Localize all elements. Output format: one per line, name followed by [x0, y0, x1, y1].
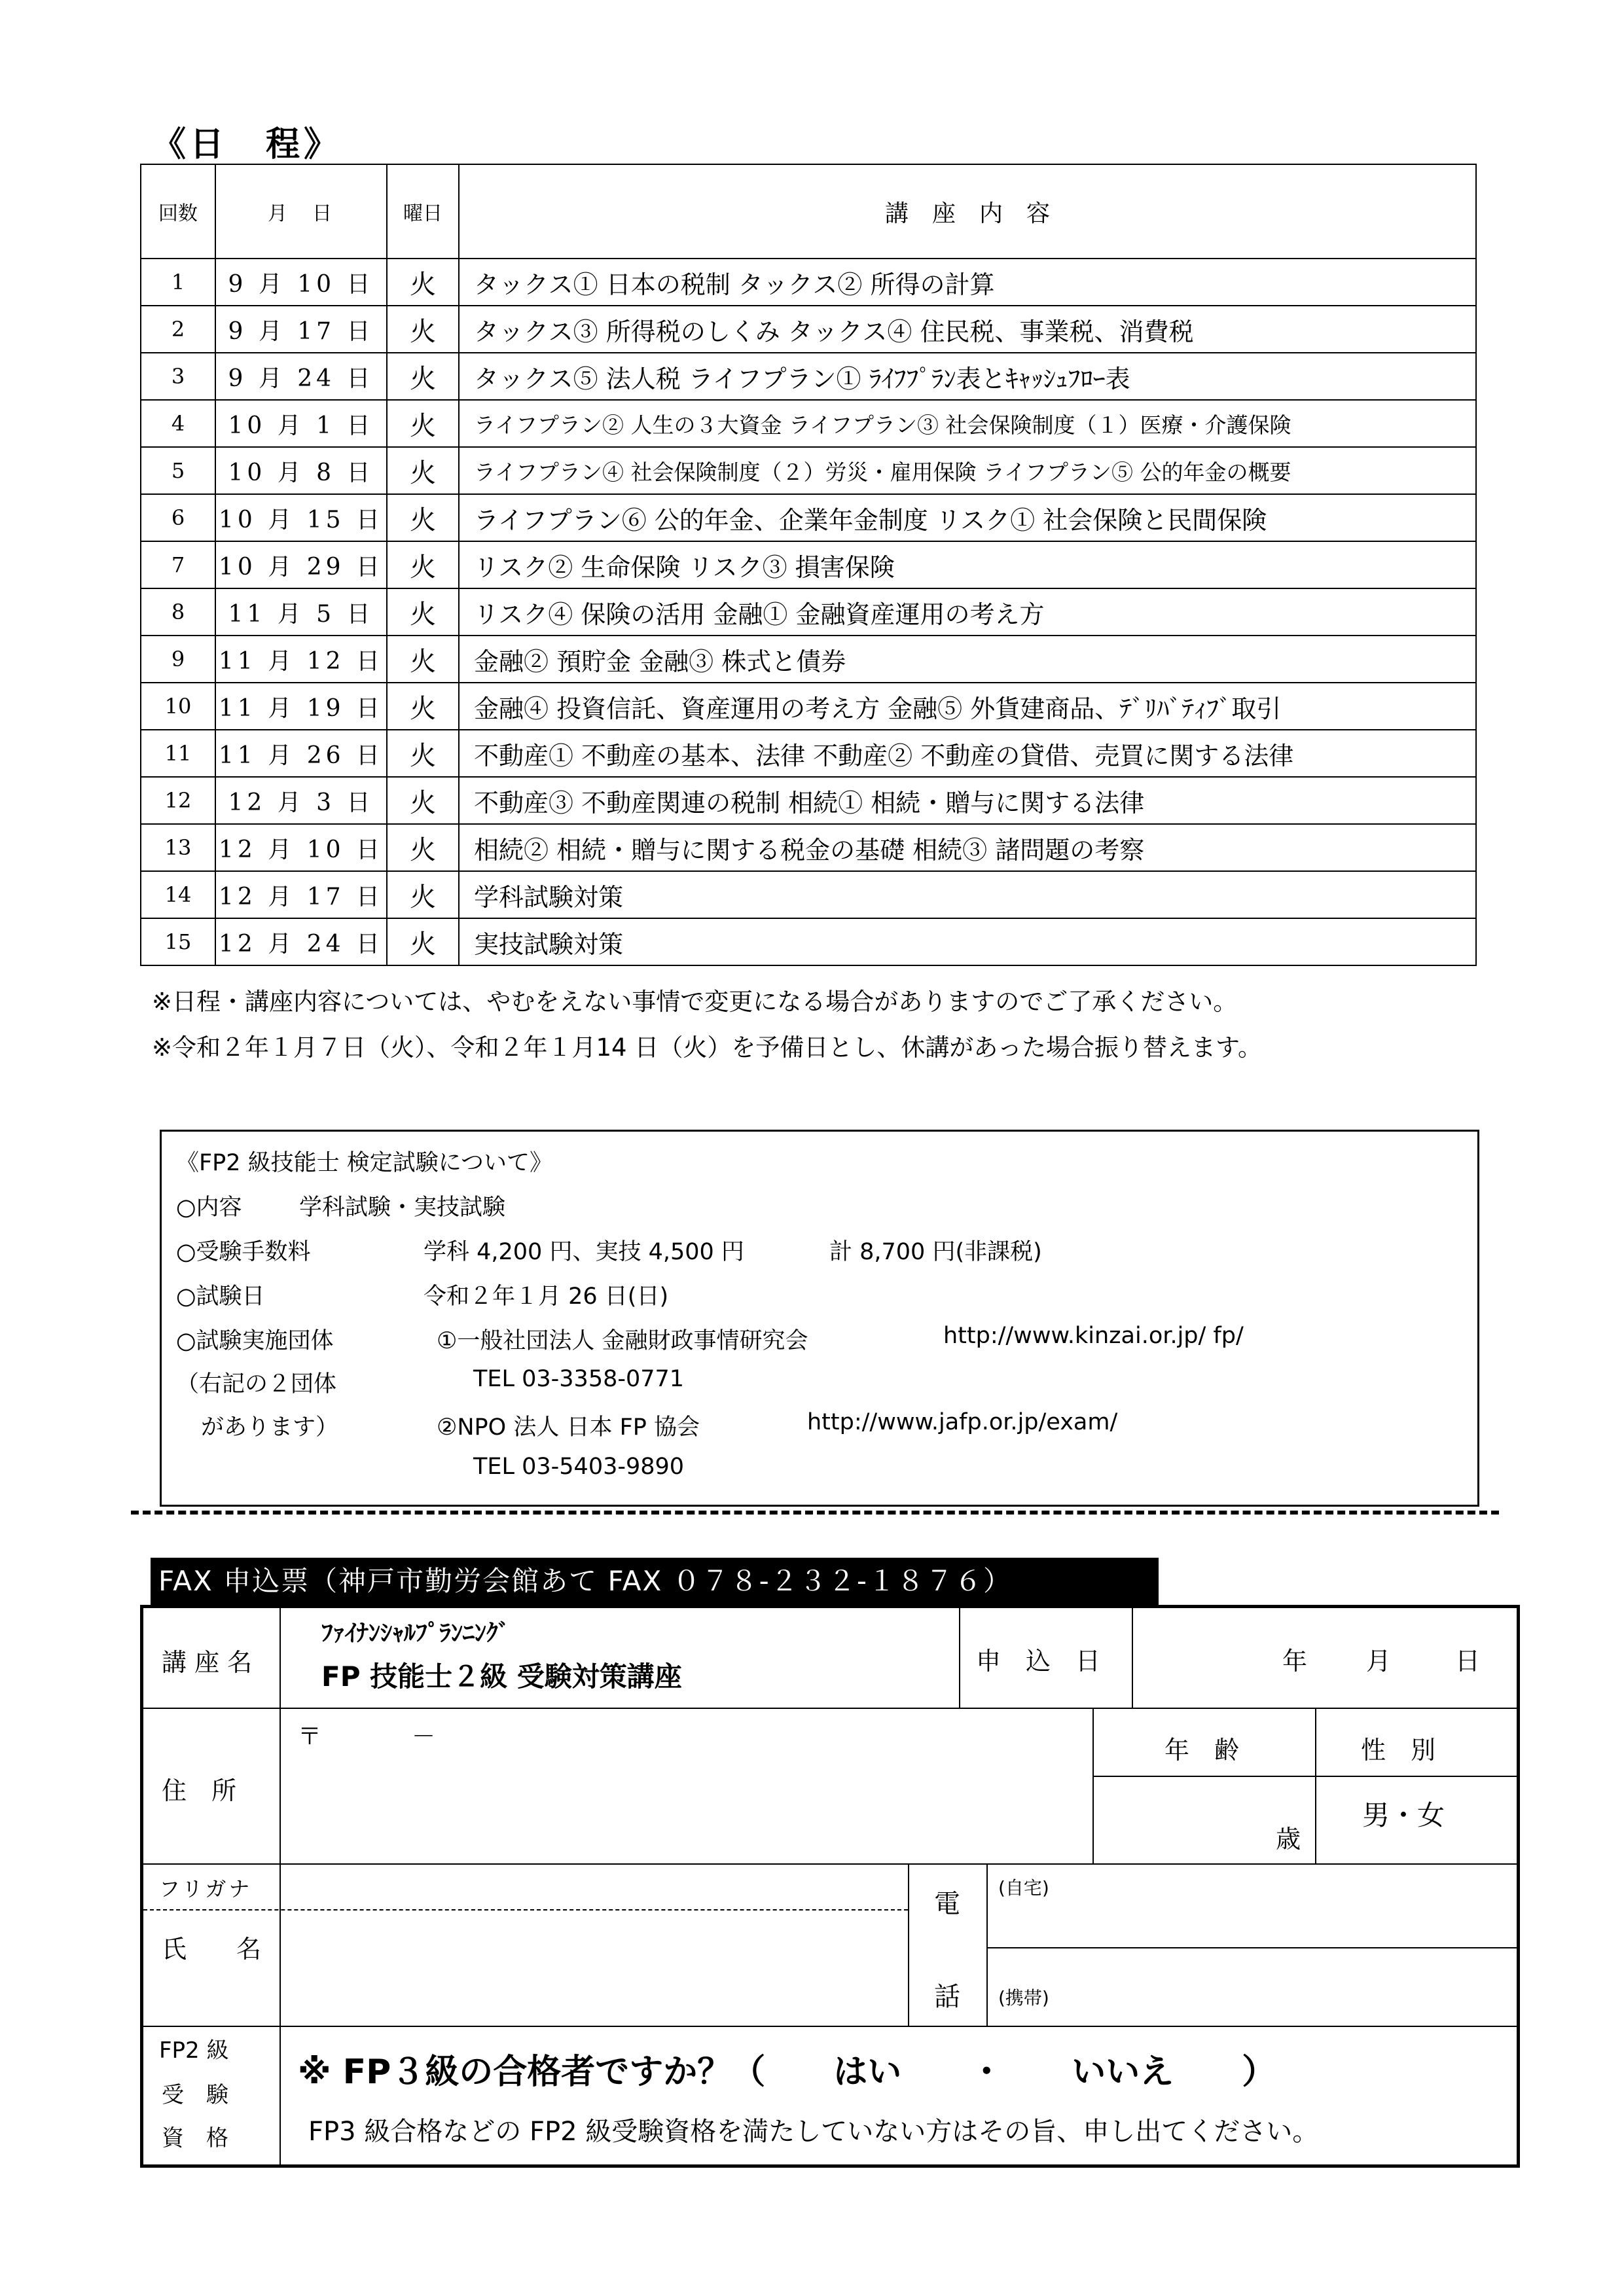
session-number: 6 [141, 494, 215, 541]
session-date: 9 月 17 日 [215, 306, 387, 353]
phone-mobile-label: (携帯) [998, 1987, 1049, 2009]
header-weekday: 曜日 [387, 164, 459, 259]
org1-tel: TEL 03-3358-0771 [473, 1366, 685, 1392]
session-weekday: 火 [387, 494, 459, 541]
schedule-title: 《日 程》 [152, 124, 342, 164]
session-number: 9 [141, 636, 215, 683]
qualification-label-line3: 資 格 [162, 2125, 228, 2151]
session-number: 12 [141, 777, 215, 824]
session-weekday: 火 [387, 541, 459, 588]
exam-info-title: 《FP2 級技能士 検定試験について》 [176, 1150, 553, 1176]
session-weekday: 火 [387, 259, 459, 306]
age-label: 年 齢 [1164, 1736, 1240, 1765]
divider [908, 1863, 909, 2026]
session-number: 4 [141, 400, 215, 447]
fee-label: ○受験手数料 [176, 1239, 311, 1265]
session-date: 12 月 3 日 [215, 777, 387, 824]
divider [1092, 1776, 1517, 1777]
course-name-label: 講 座 名 [162, 1648, 253, 1677]
schedule-table [140, 164, 1477, 966]
session-number: 7 [141, 541, 215, 588]
divider [986, 1947, 1517, 1948]
org2-tel: TEL 03-5403-9890 [473, 1454, 685, 1480]
schedule-row [141, 824, 1476, 871]
session-date: 12 月 24 日 [215, 918, 387, 965]
session-date: 10 月 15 日 [215, 494, 387, 541]
schedule-row [141, 918, 1476, 965]
phone-home-label: (自宅) [998, 1877, 1049, 1899]
fax-application-form [140, 1605, 1520, 2168]
schedule-header-row [141, 164, 1476, 259]
org-label-sub2: があります） [201, 1414, 339, 1441]
schedule-note-2: ※令和２年１月７日（火）、令和２年１月14 日（火）を予備日とし、休講があった場合振り替えます。 [152, 1033, 1263, 1062]
session-weekday: 火 [387, 777, 459, 824]
address-field[interactable] [293, 1739, 1065, 1857]
phone-home-field[interactable] [1073, 1870, 1505, 1942]
schedule-row [141, 447, 1476, 494]
session-content: 学科試験対策 [459, 871, 1476, 918]
schedule-row [141, 777, 1476, 824]
session-date: 11 月 5 日 [215, 588, 387, 636]
qualification-question[interactable]: ※ FP３級の合格者ですか？（ はい ・ いいえ ） [298, 2053, 1276, 2092]
session-date: 11 月 19 日 [215, 683, 387, 730]
session-number: 14 [141, 871, 215, 918]
course-name-kana: ﾌｧｲﾅﾝｼｬﾙﾌﾟﾗﾝﾆﾝｸﾞ [321, 1620, 510, 1647]
session-date: 10 月 29 日 [215, 541, 387, 588]
apply-date-label: 申 込 日 [976, 1647, 1101, 1676]
exam-info-box [160, 1130, 1479, 1507]
apply-date-month: 月 [1366, 1647, 1392, 1676]
session-content: 金融② 預貯金 金融③ 株式と債券 [459, 636, 1476, 683]
session-content: タックス① 日本の税制 タックス② 所得の計算 [459, 259, 1476, 306]
divider [1132, 1608, 1133, 1708]
phone-label-bottom: 話 [934, 1982, 960, 2012]
session-date: 9 月 24 日 [215, 353, 387, 400]
divider [1315, 1708, 1316, 1863]
session-weekday: 火 [387, 636, 459, 683]
fee-total: 計 8,700 円(非課税) [829, 1239, 1042, 1265]
session-weekday: 火 [387, 824, 459, 871]
org-label: ○試験実施団体 [176, 1328, 334, 1354]
session-weekday: 火 [387, 588, 459, 636]
session-weekday: 火 [387, 918, 459, 965]
phone-mobile-field[interactable] [1073, 1954, 1505, 2022]
name-label: 氏 名 [162, 1935, 262, 1964]
session-number: 11 [141, 730, 215, 777]
session-weekday: 火 [387, 683, 459, 730]
age-unit: 歳 [1276, 1825, 1301, 1854]
postal-dash: － [412, 1723, 436, 1750]
session-content: リスク④ 保険の活用 金融① 金融資産運用の考え方 [459, 588, 1476, 636]
session-content: タックス③ 所得税のしくみ タックス④ 住民税、事業税、消費税 [459, 306, 1476, 353]
course-name: FP 技能士２級 受験対策講座 [321, 1660, 682, 1693]
session-number: 13 [141, 824, 215, 871]
session-content: ライフプラン⑥ 公的年金、企業年金制度 リスク① 社会保険と民間保険 [459, 494, 1476, 541]
session-content: リスク② 生命保険 リスク③ 損害保険 [459, 541, 1476, 588]
sex-choice[interactable]: 男・女 [1362, 1799, 1445, 1831]
schedule-row [141, 730, 1476, 777]
session-content: 不動産③ 不動産関連の税制 相続① 相続・贈与に関する法律 [459, 777, 1476, 824]
label-column-divider [280, 1608, 281, 2164]
schedule-row [141, 353, 1476, 400]
session-date: 9 月 10 日 [215, 259, 387, 306]
row-divider [143, 2026, 1517, 2027]
session-date: 11 月 12 日 [215, 636, 387, 683]
session-content: タックス⑤ 法人税 ライフプラン① ﾗｲﾌﾌﾟﾗﾝ表とｷｬｯｼｭﾌﾛｰ表 [459, 353, 1476, 400]
furigana-label: フリガナ [159, 1876, 253, 1901]
session-content: 金融④ 投資信託、資産運用の考え方 金融⑤ 外貨建商品、ﾃﾞﾘﾊﾞﾃｨﾌﾞ取引 [459, 683, 1476, 730]
session-number: 3 [141, 353, 215, 400]
header-number: 回数 [141, 164, 215, 259]
session-content: 不動産① 不動産の基本、法律 不動産② 不動産の貸借、売買に関する法律 [459, 730, 1476, 777]
content-value: 学科試験・実技試験 [299, 1194, 506, 1221]
org2-name: ②NPO 法人 日本 FP 協会 [437, 1414, 700, 1441]
org2-url: http://www.jafp.or.jp/exam/ [807, 1409, 1118, 1435]
apply-date-year: 年 [1282, 1647, 1308, 1676]
schedule-row [141, 871, 1476, 918]
schedule-row [141, 636, 1476, 683]
divider [986, 1863, 988, 2026]
age-field[interactable] [1108, 1782, 1305, 1858]
session-number: 5 [141, 447, 215, 494]
apply-date-day: 日 [1455, 1647, 1481, 1676]
session-weekday: 火 [387, 447, 459, 494]
session-weekday: 火 [387, 306, 459, 353]
session-content: 相続② 相続・贈与に関する税金の基礎 相続③ 諸問題の考察 [459, 824, 1476, 871]
postal-mark: 〒 [298, 1723, 322, 1750]
fee-value: 学科 4,200 円、実技 4,500 円 [424, 1239, 744, 1265]
schedule-row [141, 494, 1476, 541]
schedule-row [141, 259, 1476, 306]
row-divider [143, 1708, 1517, 1709]
qualification-label-line1: FP2 級 [159, 2037, 229, 2064]
session-content: ライフプラン④ 社会保険制度（２）労災・雇用保険 ライフプラン⑤ 公的年金の概要 [459, 447, 1476, 494]
qualification-note: FP3 級合格などの FP2 級受験資格を満たしていない方はその旨、申し出てください。 [308, 2117, 1319, 2147]
schedule-note-1: ※日程・講座内容については、やむをえない事情で変更になる場合がありますのでご了承ください。 [152, 988, 1238, 1016]
header-date: 月 日 [215, 164, 387, 259]
schedule-row [141, 683, 1476, 730]
session-weekday: 火 [387, 400, 459, 447]
header-content: 講 座 内 容 [459, 164, 1476, 259]
content-label: ○内容 [176, 1194, 242, 1221]
cut-line [131, 1511, 1499, 1515]
session-content: ライフプラン② 人生の３大資金 ライフプラン③ 社会保険制度（１）医療・介護保険 [459, 400, 1476, 447]
session-date: 10 月 1 日 [215, 400, 387, 447]
org1-url: http://www.kinzai.or.jp/ fp/ [943, 1323, 1244, 1349]
session-weekday: 火 [387, 871, 459, 918]
session-number: 1 [141, 259, 215, 306]
session-weekday: 火 [387, 353, 459, 400]
session-date: 12 月 10 日 [215, 824, 387, 871]
session-weekday: 火 [387, 730, 459, 777]
furigana-divider [143, 1909, 908, 1910]
session-number: 10 [141, 683, 215, 730]
divider [959, 1608, 960, 1708]
qualification-label-line2: 受 験 [162, 2082, 228, 2108]
address-label: 住 所 [162, 1776, 237, 1805]
divider [1092, 1708, 1094, 1863]
date-label: ○試験日 [176, 1283, 265, 1310]
sex-label: 性 別 [1361, 1736, 1436, 1765]
schedule-row [141, 306, 1476, 353]
name-field[interactable] [289, 1916, 897, 2020]
phone-label-top: 電 [934, 1889, 960, 1919]
session-date: 11 月 26 日 [215, 730, 387, 777]
session-date: 12 月 17 日 [215, 871, 387, 918]
org1-name: ①一般社団法人 金融財政事情研究会 [437, 1328, 808, 1354]
row-divider [143, 1863, 1517, 1865]
session-number: 8 [141, 588, 215, 636]
schedule-row [141, 588, 1476, 636]
session-content: 実技試験対策 [459, 918, 1476, 965]
schedule-row [141, 400, 1476, 447]
schedule-row [141, 541, 1476, 588]
org-label-sub1: （右記の２団体 [176, 1371, 337, 1397]
session-number: 2 [141, 306, 215, 353]
fax-form-header: FAX 申込票（神戸市勤労会館あて FAX ０７８-２３２-１８７６） [151, 1558, 1159, 1605]
session-date: 10 月 8 日 [215, 447, 387, 494]
furigana-field[interactable] [289, 1867, 897, 1905]
session-number: 15 [141, 918, 215, 965]
date-value: 令和２年１月 26 日(日) [424, 1283, 669, 1310]
